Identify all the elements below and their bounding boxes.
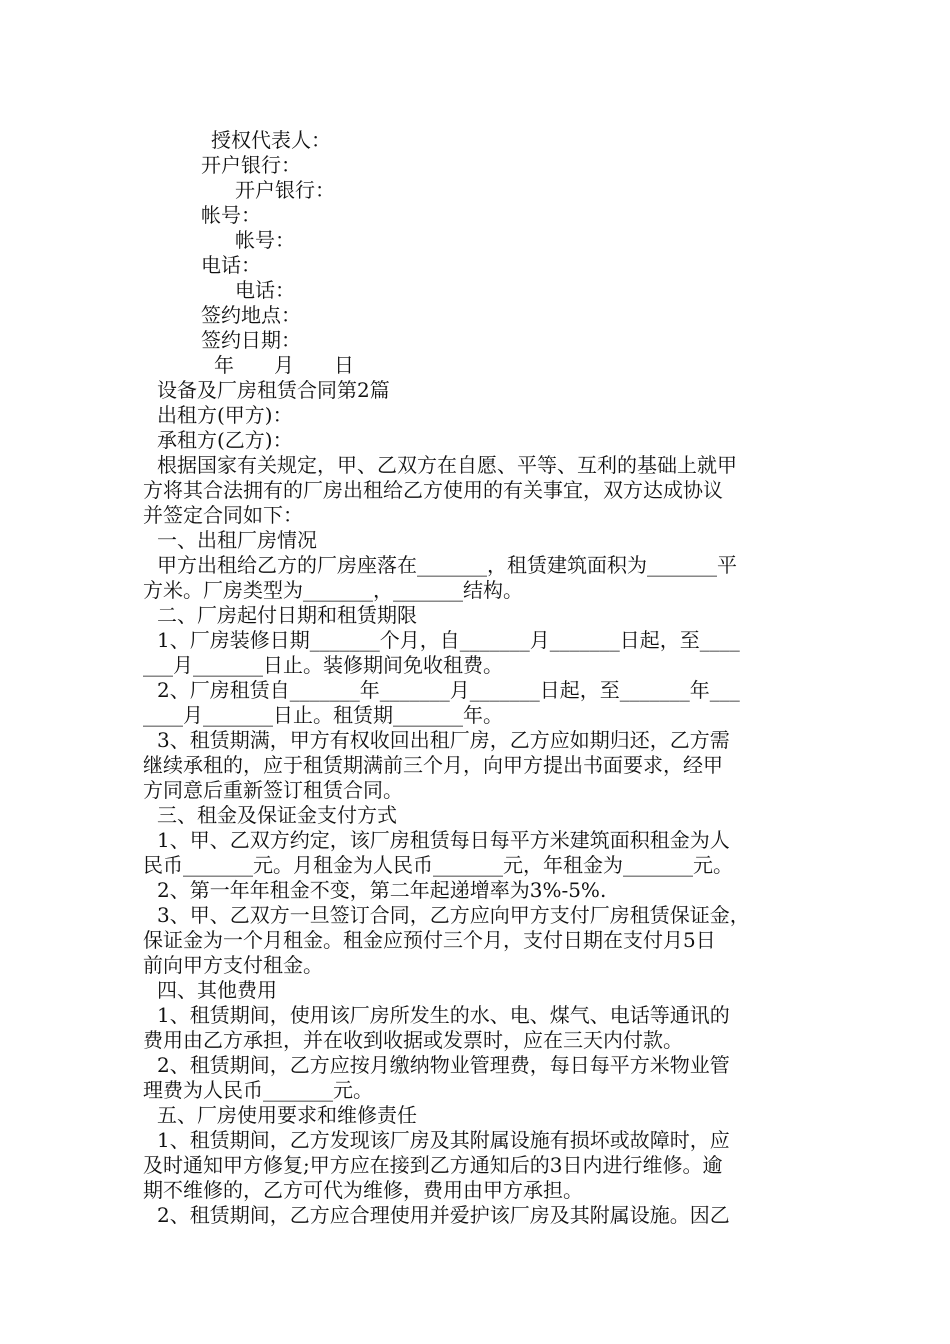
text-line: 3、租赁期满，甲方有权收回出租厂房，乙方应如期归还，乙方需 xyxy=(157,728,730,752)
text-line: 3、甲、乙双方一旦签订合同，乙方应向甲方支付厂房租赁保证金， xyxy=(157,903,750,927)
text-line: 2、厂房租赁自_______年_______月_______日起，至_______年___ xyxy=(157,678,740,702)
text-line: 1、租赁期间，乙方发现该厂房及其附属设施有损坏或故障时，应 xyxy=(157,1128,730,1152)
text-line: 根据国家有关规定，甲、乙双方在自愿、平等、互利的基础上就甲 xyxy=(157,453,737,477)
text-line: ____月_______日止。租赁期_______年。 xyxy=(143,703,503,727)
text-line: 方米。厂房类型为_______，_______结构。 xyxy=(143,578,523,602)
text-line: 承租方(乙方)： xyxy=(157,428,293,452)
text-line: 方将其合法拥有的厂房出租给乙方使用的有关事宜，双方达成协议 xyxy=(143,478,723,502)
section-heading: 三、租金及保证金支付方式 xyxy=(157,803,397,827)
text-line: 期不维修的，乙方可代为维修，费用由甲方承担。 xyxy=(143,1178,583,1202)
text-line: 电话： xyxy=(235,278,295,302)
text-line: 2、第一年年租金不变，第二年起递增率为3%-5%. xyxy=(157,878,607,902)
text-line: 出租方(甲方)： xyxy=(157,403,293,427)
text-line: 1、厂房装修日期_______个月，自_______月_______日起，至____ xyxy=(157,628,740,652)
text-line: 开户银行： xyxy=(235,178,335,202)
text-line: 理费为人民币_______元。 xyxy=(143,1078,373,1102)
text-line: 及时通知甲方修复;甲方应在接到乙方通知后的3日内进行维修。逾 xyxy=(143,1153,723,1177)
text-line: 授权代表人： xyxy=(211,128,331,152)
text-line: 甲方出租给乙方的厂房座落在_______，租赁建筑面积为_______平 xyxy=(157,553,737,577)
text-line: 2、租赁期间，乙方应合理使用并爱护该厂房及其附属设施。因乙 xyxy=(157,1203,730,1227)
text-line: 开户银行： xyxy=(201,153,301,177)
text-line: 1、甲、乙双方约定，该厂房租赁每日每平方米建筑面积租金为人 xyxy=(157,828,730,852)
section-heading: 四、其他费用 xyxy=(157,978,277,1002)
text-line: 保证金为一个月租金。租金应预付三个月，支付日期在支付月5日 xyxy=(143,928,716,952)
text-line: 签约地点： xyxy=(201,303,301,327)
text-line: 签约日期： xyxy=(201,328,301,352)
section-heading: 二、厂房起付日期和租赁期限 xyxy=(157,603,417,627)
text-line: 帐号： xyxy=(235,228,295,252)
text-line: 费用由乙方承担，并在收到收据或发票时，应在三天内付款。 xyxy=(143,1028,683,1052)
text-line: 前向甲方支付租金。 xyxy=(143,953,323,977)
section-heading: 五、厂房使用要求和维修责任 xyxy=(157,1103,417,1127)
text-line: 帐号： xyxy=(201,203,261,227)
text-line: 方同意后重新签订租赁合同。 xyxy=(143,778,403,802)
date-line: 年 月 日 xyxy=(214,353,354,377)
text-line: 并签定合同如下： xyxy=(143,503,303,527)
text-line: 1、租赁期间，使用该厂房所发生的水、电、煤气、电话等通讯的 xyxy=(157,1003,730,1027)
text-line: ___月_______日止。装修期间免收租费。 xyxy=(143,653,503,677)
text-line: 2、租赁期间，乙方应按月缴纳物业管理费，每日每平方米物业管 xyxy=(157,1053,730,1077)
text-line: 电话： xyxy=(201,253,261,277)
section-heading: 一、出租厂房情况 xyxy=(157,528,317,552)
section-title: 设备及厂房租赁合同第2篇 xyxy=(157,378,390,402)
text-line: 继续承租的，应于租赁期满前三个月，向甲方提出书面要求，经甲 xyxy=(143,753,723,777)
text-line: 民币_______元。月租金为人民币_______元，年租金为_______元。 xyxy=(143,853,733,877)
